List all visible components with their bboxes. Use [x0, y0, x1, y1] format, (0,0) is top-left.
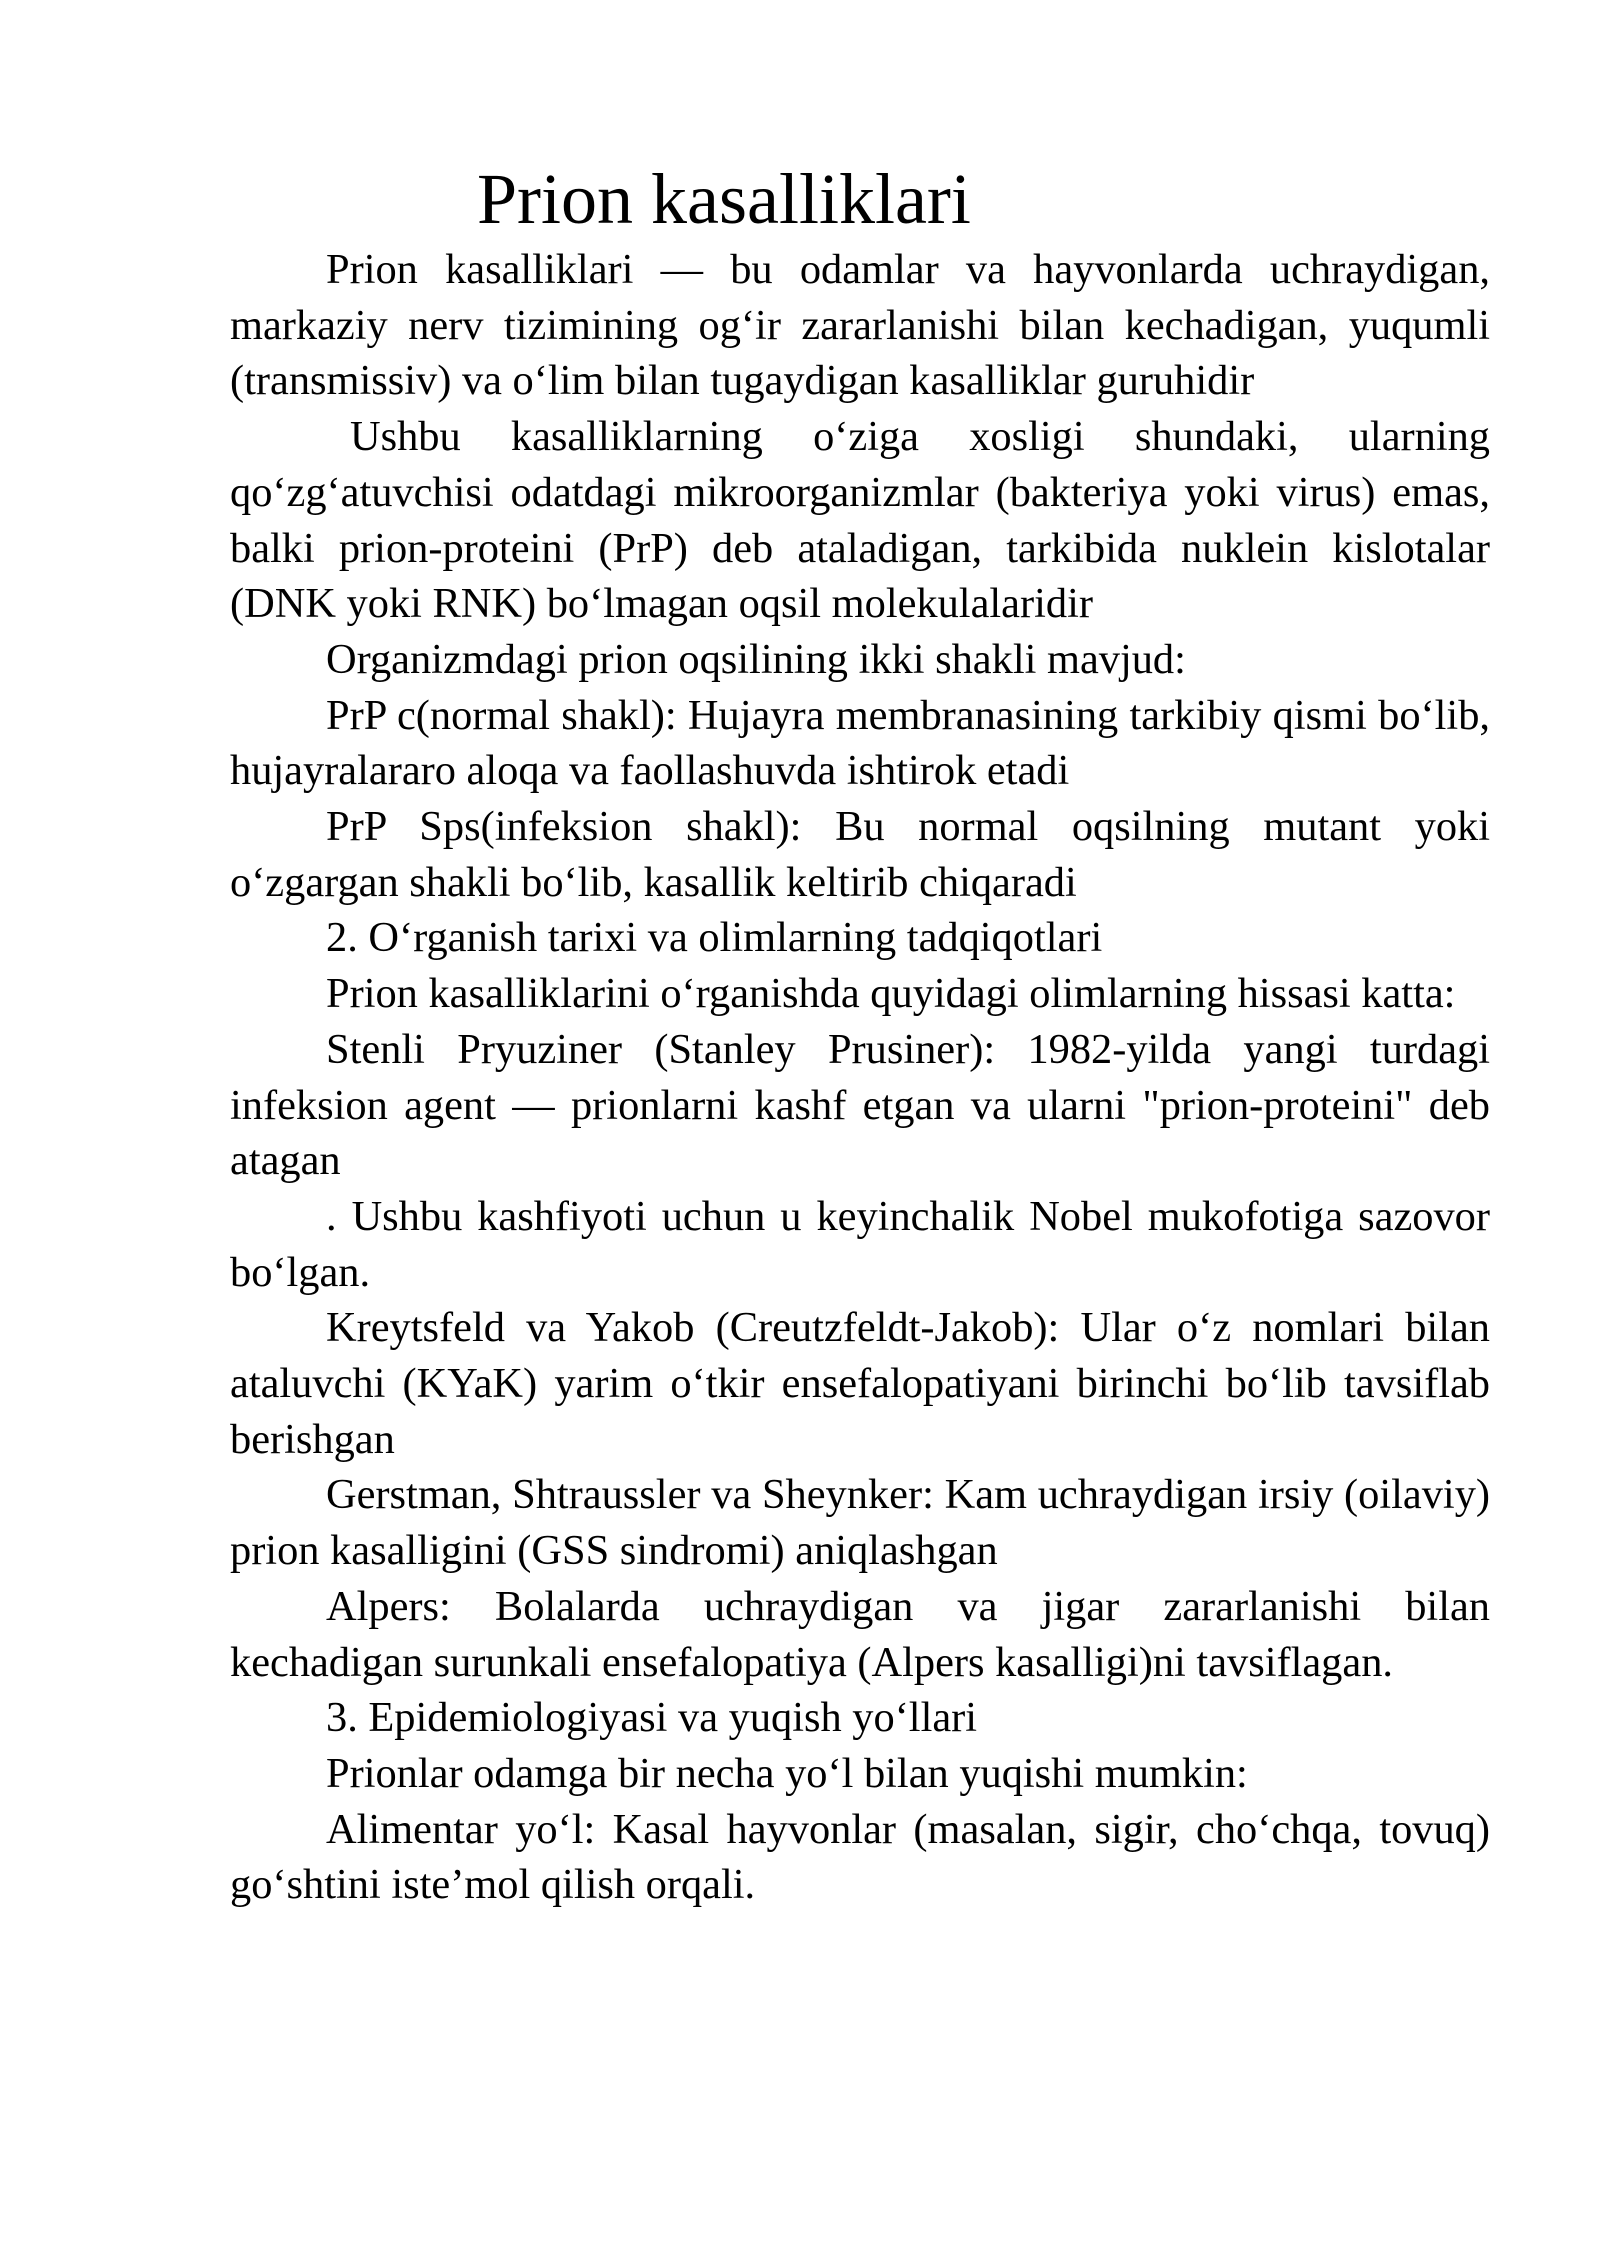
document-body [230, 242, 1490, 1913]
paragraph-definition: Prion kasalliklari — bu odamlar va hayvonlarda uchraydigan, markaziy nerv tizimining og‘ir zararlanishi bilan kechadigan, yuqumli (transmissiv) va o‘lim bilan tugaydigan kasalliklar guruhidir [230, 246, 1490, 405]
paragraph-prusiner: Stenli Pryuziner (Stanley Prusiner): 1982-yilda yangi turdagi infeksion agent — prionlarni kashf etgan va ularni "prion-proteini" deb atagan [230, 1025, 1490, 1185]
paragraph-prp-c: PrP c(normal shakl): Hujayra membranasining tarkibiy qismi bo‘lib, hujayralararo aloqa va faollashuvda ishtirok etadi [230, 691, 1490, 795]
section-heading-epidemiology: 3. Epidemiologiyasi va yuqish yo‘llari [326, 1694, 978, 1742]
paragraph-alpers: Alpers: Bolalarda uchraydigan va jigar zararlanishi bilan kechadigan surunkali ensefalopatiya (Alpers kasalligi)ni tavsiflagan. [230, 1582, 1490, 1686]
paragraph-scientists-intro: Prion kasalliklarini o‘rganishda quyidagi olimlarning hissasi katta: [326, 970, 1456, 1018]
paragraph-forms-intro: Organizmdagi prion oqsilining ikki shakli mavjud: [326, 635, 1186, 683]
section-heading-history: 2. O‘rganish tarixi va olimlarning tadqiqotlari [326, 914, 1103, 962]
paragraph-pathogen: Ushbu kasalliklarning o‘ziga xosligi shundaki, ularning qo‘zg‘atuvchisi odatdagi mikroorganizmlar (bakteriya yoki virus) emas, balki prion-proteini (PrP) deb ataladigan, tarkibida nuklein kislotalar (DNK yoki RNK) bo‘lmagan oqsil molekulalaridir [230, 413, 1490, 628]
paragraph-nobel: . Ushbu kashfiyoti uchun u keyinchalik Nobel mukofotiga sazovor bo‘lgan. [230, 1192, 1490, 1296]
paragraph-alimentary: Alimentar yo‘l: Kasal hayvonlar (masalan, sigir, cho‘chqa, tovuq) go‘shtini iste’mol qilish orqali. [230, 1805, 1490, 1909]
paragraph-gss: Gerstman, Shtraussler va Sheynker: Kam uchraydigan irsiy (oilaviy) prion kasalligini (GSS sindromi) aniqlashgan [230, 1471, 1490, 1575]
paragraph-transmission-intro: Prionlar odamga bir necha yo‘l bilan yuqishi mumkin: [326, 1749, 1248, 1797]
paragraph-prp-sps: PrP Sps(infeksion shakl): Bu normal oqsilning mutant yoki o‘zgargan shakli bo‘lib, kasallik keltirib chiqaradi [230, 803, 1490, 906]
paragraph-creutzfeldt-jakob: Kreytsfeld va Yakob (Creutzfeldt-Jakob): Ular o‘z nomlari bilan ataluvchi (KYaK) yarim o‘tkir ensefalopatiyani birinchi bo‘lib tavsiflab berishgan [230, 1304, 1490, 1463]
document-title: Prion kasalliklari [477, 159, 971, 239]
